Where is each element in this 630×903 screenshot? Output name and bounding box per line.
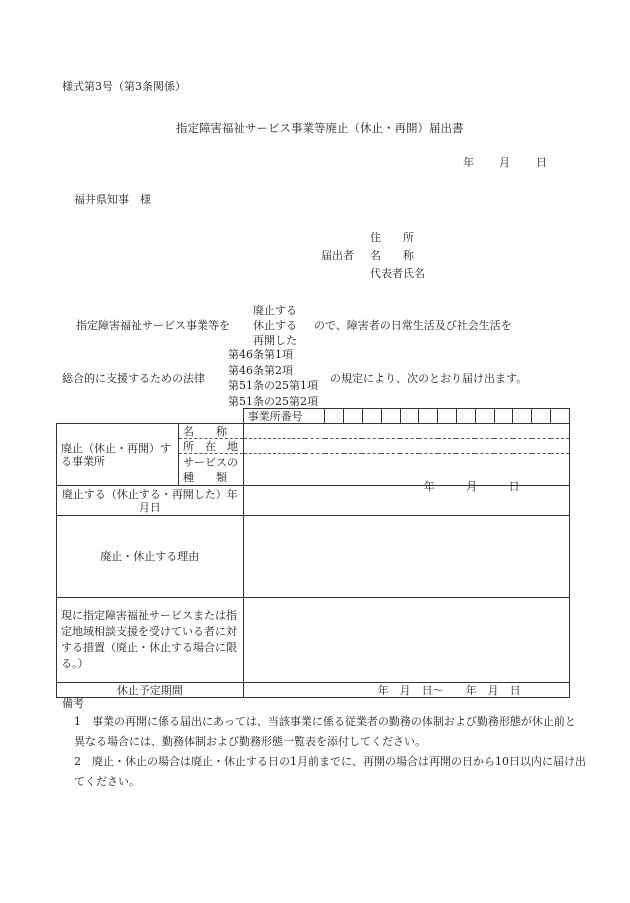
office-number-box[interactable] bbox=[513, 409, 532, 424]
office-number-box[interactable] bbox=[438, 409, 457, 424]
notification-form-table bbox=[56, 408, 570, 698]
notifier-name-label: 名 称 bbox=[370, 249, 414, 262]
service-type-input[interactable] bbox=[243, 454, 569, 486]
office-number-box[interactable] bbox=[551, 409, 570, 424]
office-number-box[interactable] bbox=[494, 409, 513, 424]
note-2: 2 廃止・休止の場合は廃止・休止する日の1月前までに、再開の場合は再開の日から10日以内に届け出てください。 bbox=[74, 755, 586, 788]
office-number-box[interactable] bbox=[344, 409, 363, 424]
measures-label: 現に指定障害福祉サービスまたは指定地域相談支援を受けている者に対する措置（廃止・休止する場合に限る。） bbox=[57, 598, 244, 683]
notifier-label: 届出者 bbox=[321, 249, 354, 262]
note-1: 1 事業の再開に係る届出にあっては、当該事業に係る従業者の勤務の体制および勤務形態が休止前と異なる場合には、勤務体制および勤務形態一覧表を添付してください。 bbox=[74, 715, 576, 748]
office-number-box[interactable] bbox=[362, 409, 381, 424]
service-type-label: サービスの種 類 bbox=[178, 454, 243, 486]
date-year: 年 bbox=[463, 156, 474, 169]
date-row-value[interactable] bbox=[243, 480, 569, 516]
choice-resume: 再開した bbox=[253, 334, 297, 347]
date-month: 月 bbox=[499, 156, 510, 169]
office-number-box[interactable] bbox=[456, 409, 475, 424]
office-number-box[interactable] bbox=[400, 409, 419, 424]
office-address-label: 所 在 地 bbox=[178, 439, 243, 454]
reason-input[interactable] bbox=[243, 516, 569, 598]
choice-abolish: 廃止する bbox=[253, 304, 297, 317]
choice-suspend: 休止する bbox=[253, 319, 297, 332]
choice-article-46-2: 第46条第2項 bbox=[228, 364, 293, 377]
office-number-label: 事業所番号 bbox=[243, 409, 325, 424]
office-number-box[interactable] bbox=[532, 409, 551, 424]
date-day: 日 bbox=[536, 156, 547, 169]
choice-article-51-25-2: 第51条の25第2項 bbox=[228, 395, 318, 408]
date-row-month: 月 bbox=[466, 480, 478, 493]
office-name-label: 名 称 bbox=[178, 424, 243, 439]
date-row-year: 年 bbox=[423, 480, 435, 493]
page-title: 指定障害福祉サービス事業等廃止（休止・再開）届出書 bbox=[176, 121, 464, 135]
notifier-address-label: 住 所 bbox=[370, 231, 414, 244]
measures-input[interactable] bbox=[243, 598, 569, 683]
office-group-label: 廃止（休止・再開）する事業所 bbox=[57, 424, 179, 486]
date-row-day: 日 bbox=[508, 480, 520, 493]
statement-line2-prefix: 総合的に支援するための法律 bbox=[62, 372, 205, 385]
date-row-label: 廃止する（休止する・再開した）年月日 bbox=[57, 486, 244, 516]
reason-label: 廃止・休止する理由 bbox=[57, 516, 244, 598]
blank-corner bbox=[57, 409, 244, 424]
choice-article-46-1: 第46条第1項 bbox=[228, 348, 293, 361]
choice-article-51-25-1: 第51条の25第1項 bbox=[228, 379, 318, 392]
period-value[interactable]: 年 月 日～ 年 月 日 bbox=[243, 683, 569, 698]
office-number-box[interactable] bbox=[475, 409, 494, 424]
office-address-input[interactable] bbox=[243, 439, 569, 454]
office-number-box[interactable] bbox=[325, 409, 344, 424]
office-name-input[interactable] bbox=[243, 424, 569, 439]
notes-heading: 備考 bbox=[62, 697, 84, 710]
statement-line2-suffix: の規定により、次のとおり届け出ます。 bbox=[330, 372, 528, 385]
statement-line1-prefix: 指定障害福祉サービス事業等を bbox=[76, 319, 230, 332]
period-label: 休止予定期間 bbox=[57, 683, 244, 698]
addressee: 福井県知事 様 bbox=[74, 193, 151, 206]
office-number-box[interactable] bbox=[419, 409, 438, 424]
office-number-box[interactable] bbox=[381, 409, 400, 424]
form-number: 様式第3号（第3条関係） bbox=[62, 80, 186, 93]
statement-line1-suffix: ので、障害者の日常生活及び社会生活を bbox=[314, 319, 512, 332]
notifier-representative-label: 代表者氏名 bbox=[370, 267, 425, 280]
